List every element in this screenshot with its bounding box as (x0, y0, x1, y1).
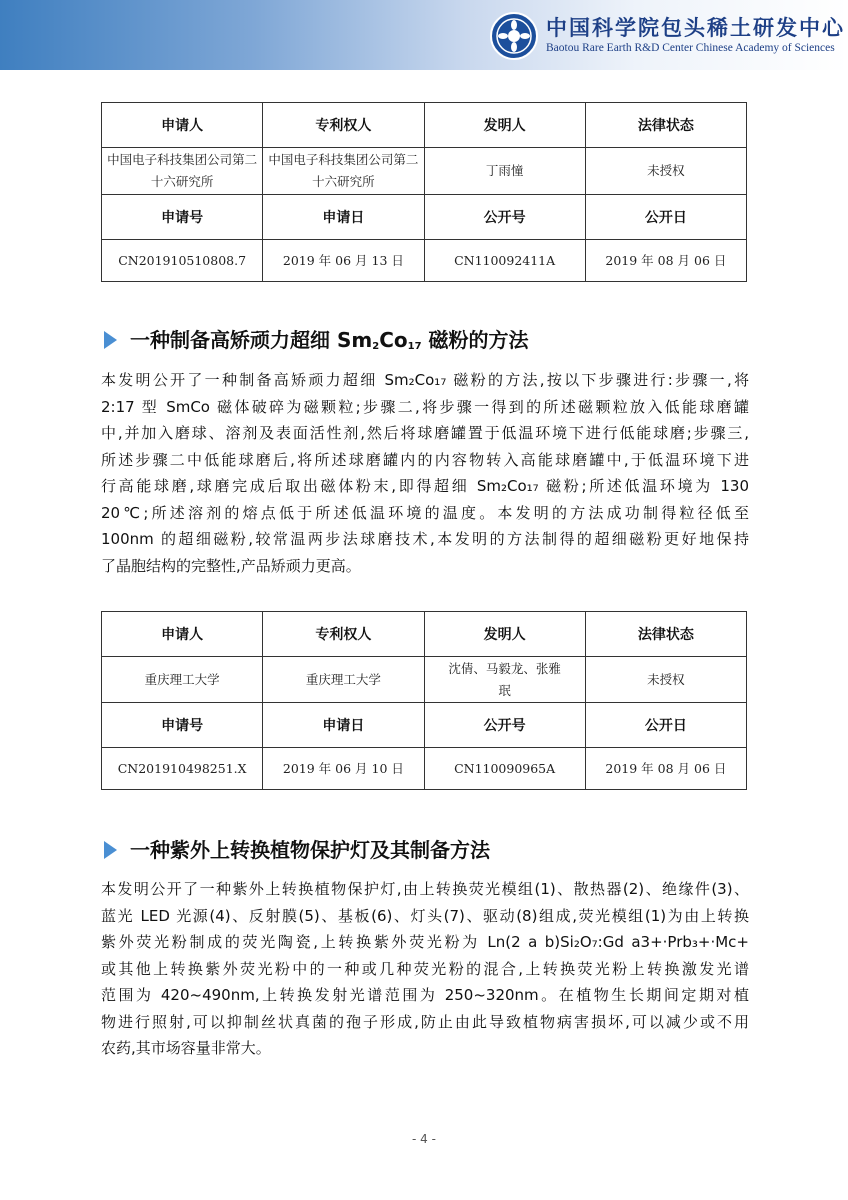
abstract-line: 蓝光 LED 光源(4)、反射膜(5)、基板(6)、灯头(7)、驱动(8)组成,荧光模组(1)为由上转换 (101, 906, 749, 925)
title-text: 一种制备高矫顽力超细 Sm (130, 328, 373, 352)
abstract-line: 100nm 的超细磁粉,较常温两步法球磨技术,本发明的方法制得的超细磁粉更好地保持 (101, 530, 749, 548)
abstract-line: 所述步骤二中低能球磨后,将所述球磨罐内的内容物转入高能球磨罐中,于低温环境下进 (101, 450, 749, 469)
page-number: - 4 - (412, 1132, 436, 1146)
abstract-line: 本发明公开了一种制备高矫顽力超细 Sm₂Co₁₇ 磁粉的方法,按以下步骤进行:步骤一,将 (101, 371, 749, 389)
patent-info-table-1 (101, 102, 747, 282)
abstract-line: 农药,其市场容量非常大。 (101, 1039, 271, 1057)
abstract-line: 或其他上转换紫外荧光粉中的一种或几种荧光粉的混合,上转换荧光粉上转换激发光谱 (101, 959, 749, 978)
org-logo (490, 10, 845, 62)
header-pub-no: 公开号 (424, 195, 585, 240)
header-pub-no: 公开号 (424, 703, 585, 748)
header-app-no: 申请号 (102, 703, 263, 748)
section-bullet-icon (104, 331, 117, 349)
title-text: 一种紫外上转换植物保护灯及其制备方法 (130, 838, 490, 862)
inventor-value: 沈倩、马毅龙、张雅珉 (424, 657, 585, 703)
abstract-line: 物进行照射,可以抑制丝状真菌的孢子形成,防止由此导致植物病害损坏,可以减少或不用 (101, 1012, 749, 1031)
abstract-2 (101, 876, 749, 1062)
header-app-date: 申请日 (263, 195, 424, 240)
header-pub-date: 公开日 (585, 703, 746, 748)
header-legal-status: 法律状态 (585, 612, 746, 657)
app-date-value: 2019 年 06 月 10 日 (263, 748, 424, 790)
abstract-line: 紫外荧光粉制成的荧光陶瓷,上转换紫外荧光粉为 Ln(2 a b)Si₂O₇:Gd a3+·Prb₃+·Mc+ (101, 933, 749, 951)
title-text: 磁粉的方法 (421, 328, 529, 352)
abstract-line: 20℃;所述溶剂的熔点低于所述低温环境的温度。本发明的方法成功制得粒径低至 (101, 503, 749, 522)
abstract-line: 行高能球磨,球磨完成后取出磁体粉末,即得超细 Sm₂Co₁₇ 磁粉;所述低温环境为 130 (101, 477, 749, 495)
header-patentee: 专利权人 (263, 612, 424, 657)
legal-status-value: 未授权 (585, 657, 746, 703)
patentee-value: 中国电子科技集团公司第二十六研究所 (263, 148, 424, 195)
abstract-line: 范围为 420~490nm,上转换发射光谱范围为 250~320nm。在植物生长期间定期对植 (101, 986, 749, 1004)
page-header (0, 0, 848, 70)
pub-date-value: 2019 年 08 月 06 日 (585, 748, 746, 790)
org-name-cn: 中国科学院包头稀土研发中心 (546, 15, 845, 40)
header-app-no: 申请号 (102, 195, 263, 240)
header-inventor: 发明人 (424, 612, 585, 657)
patent-info-table-2 (101, 611, 747, 790)
section-title-1 (104, 324, 529, 353)
abstract-line: 2:17 型 SmCo 磁体破碎为磁颗粒;步骤二,将步骤一得到的所述磁颗粒放入低能球磨罐 (101, 397, 749, 416)
app-no-value: CN201910498251.X (102, 748, 263, 790)
pub-no-value: CN110092411A (424, 240, 585, 282)
header-applicant: 申请人 (102, 103, 263, 148)
legal-status-value: 未授权 (585, 148, 746, 195)
applicant-value: 重庆理工大学 (102, 657, 263, 703)
pub-date-value: 2019 年 08 月 06 日 (585, 240, 746, 282)
abstract-line: 本发明公开了一种紫外上转换植物保护灯,由上转换荧光模组(1)、散热器(2)、绝缘件(3)、 (101, 880, 749, 898)
applicant-value: 中国电子科技集团公司第二十六研究所 (102, 148, 263, 195)
header-applicant: 申请人 (102, 612, 263, 657)
abstract-line: 了晶胞结构的完整性,产品矫顽力更高。 (101, 556, 361, 575)
header-pub-date: 公开日 (585, 195, 746, 240)
patentee-value: 重庆理工大学 (263, 657, 424, 703)
app-no-value: CN201910510808.7 (102, 240, 263, 282)
section-title-2 (104, 834, 490, 863)
title-subscript: 17 (407, 341, 422, 352)
inventor-value: 丁雨憧 (424, 148, 585, 195)
section-bullet-icon (104, 841, 117, 859)
pub-no-value: CN110090965A (424, 748, 585, 790)
org-name-en: Baotou Rare Earth R&D Center Chinese Academy of Sciences (546, 42, 835, 54)
abstract-line: 中,并加入磨球、溶剂及表面活性剂,然后将球磨罐置于低温环境下进行低能球磨;步骤三, (101, 424, 749, 442)
title-subscript: 2 (372, 341, 380, 352)
header-patentee: 专利权人 (263, 103, 424, 148)
header-legal-status: 法律状态 (585, 103, 746, 148)
abstract-1 (101, 367, 749, 579)
cas-emblem-icon (490, 12, 538, 60)
app-date-value: 2019 年 06 月 13 日 (263, 240, 424, 282)
header-inventor: 发明人 (424, 103, 585, 148)
header-app-date: 申请日 (263, 703, 424, 748)
title-text: Co (379, 328, 408, 352)
